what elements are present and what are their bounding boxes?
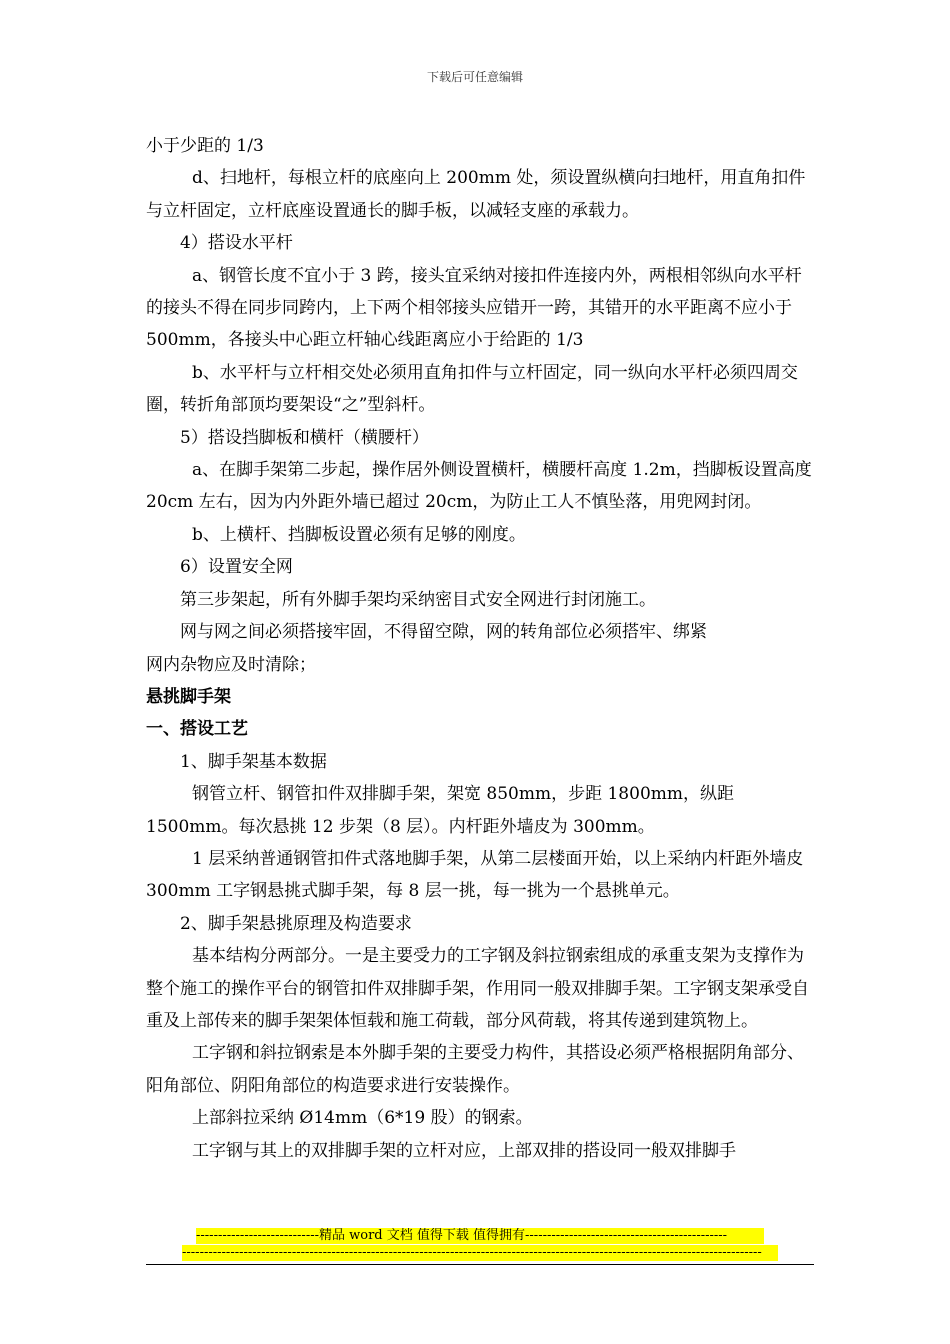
document-body [146,130,818,1167]
paragraph: 工字钢与其上的双排脚手架的立杆对应，上部双排的搭设同一般双排脚手 [192,1140,736,1161]
paragraph: a、在脚手架第二步起，操作居外侧设置横杆，横腰杆高度 1.2m，挡脚板设置高度 20cm 左右，因为内外距外墙已超过 20cm，为防止工人不慎坠落，用兜网封闭。 [146,460,812,513]
paragraph: 4）搭设水平杆 [180,233,293,254]
section-heading: 一、搭设工艺 [146,719,248,740]
paragraph: b、上横杆、挡脚板设置必须有足够的刚度。 [192,524,526,545]
footer-dashes: ------------------------------------------------------------------------------------------------------------------------------------ [182,1245,778,1261]
paragraph: 网内杂物应及时清除； [146,654,316,675]
paragraph: 基本结构分两部分。一是主要受力的工字钢及斜拉钢索组成的承重支架为支撑作为整个施工的操作平台的钢管扣件双排脚手架，作用同一般双排脚手架。工字钢支架承受自重及上部传来的脚手架架体恒载和施工荷载，部分风荷载，将其传递到建筑物上。 [146,946,809,1031]
paragraph: 第三步架起，所有外脚手架均采纳密目式安全网进行封闭施工。 [180,589,656,610]
paragraph: 1、脚手架基本数据 [180,751,327,772]
paragraph: a、钢管长度不宜小于 3 跨，接头宜采纳对接扣件连接内外，两根相邻纵向水平杆的接头不得在同步同跨内，上下两个相邻接头应错开一跨，其错开的水平距离不应小于 500mm，各接头中心距立杆轴心线距离应小于给距的 1/3 [146,265,802,351]
paragraph: 钢管立杆、钢管扣件双排脚手架，架宽 850mm，步距 1800mm，纵距 1500mm。每次悬挑 12 步架（8 层）。内杆距外墙皮为 300mm。 [146,784,734,837]
paragraph: 2、脚手架悬挑原理及构造要求 [180,913,412,934]
paragraph: 上部斜拉采纳 Ø14mm（6*19 股）的钢索。 [192,1108,533,1129]
paragraph: 5）搭设挡脚板和横杆（横腰杆） [180,427,429,448]
paragraph: b、水平杆与立杆相交处必须用直角扣件与立杆固定，同一纵向水平杆必须四周交圈，转折角部顶均要架设“之”型斜杆。 [146,362,798,416]
footer-banner: ----------------------------精品 word 文档 值得下载 值得拥有---------------------------------------------- [196,1228,764,1244]
paragraph: 网与网之间必须搭接牢固，不得留空隙，网的转角部位必须搭牢、绑紧 [180,622,707,643]
paragraph: 小于少距的 1/3 [146,136,264,156]
paragraph: 1 层采纳普通钢管扣件式落地脚手架，从第二层楼面开始，以上采纳内杆距外墙皮 300mm 工字钢悬挑式脚手架，每 8 层一挑，每一挑为一个悬挑单元。 [146,848,804,902]
paragraph: d、扫地杆，每根立杆的底座向上 200mm 处，须设置纵横向扫地杆，用直角扣件与立杆固定，立杆底座设置通长的脚手板，以减轻支座的承载力。 [146,168,806,221]
footer-divider [146,1264,814,1265]
paragraph: 6）设置安全网 [180,557,293,578]
page-header: 下载后可任意编辑 [426,70,523,84]
paragraph: 工字钢和斜拉钢索是本外脚手架的主要受力构件，其搭设必须严格根据阴角部分、阳角部位、阴阳角部位的构造要求进行安装操作。 [146,1043,804,1096]
section-heading: 悬挑脚手架 [146,686,231,707]
